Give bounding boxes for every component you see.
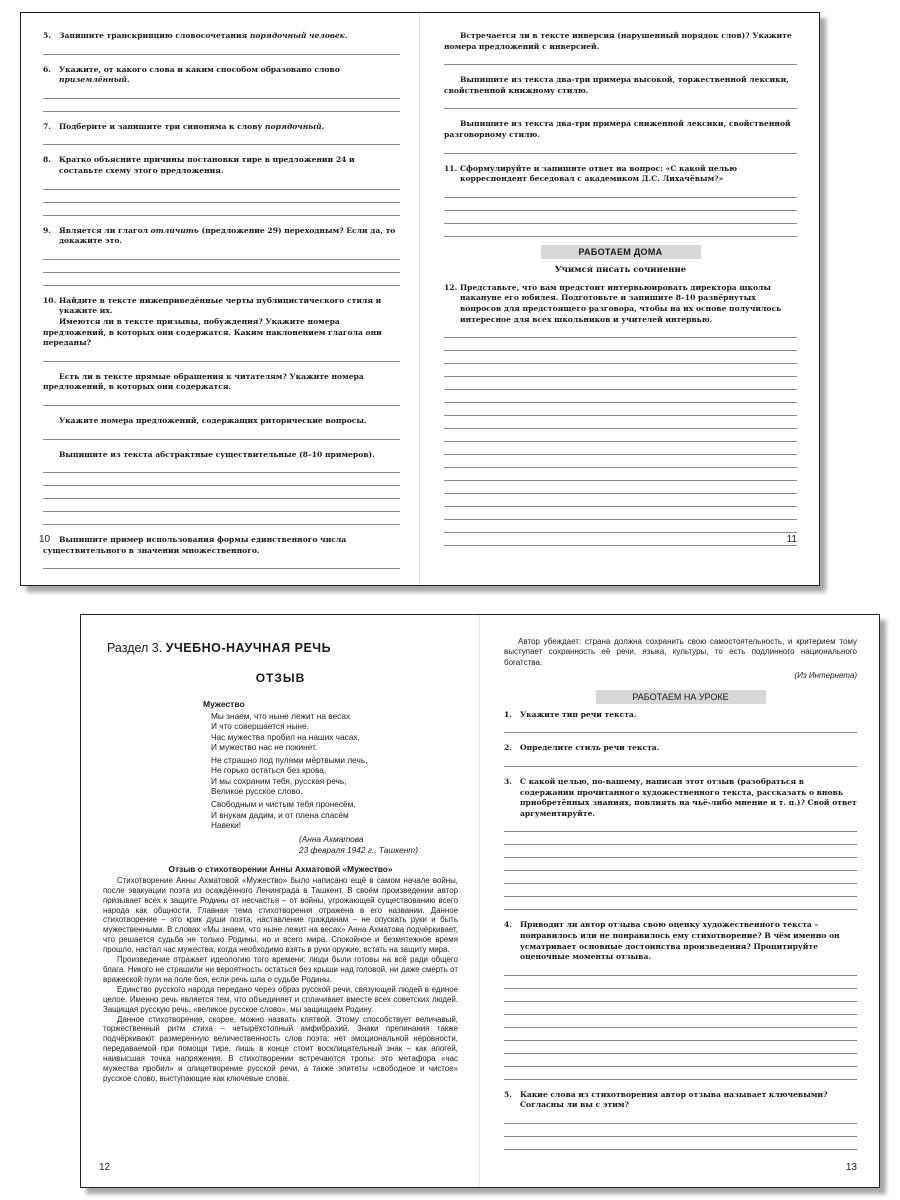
answer-line[interactable] [43, 99, 400, 112]
answer-line[interactable] [43, 556, 400, 569]
answer-line[interactable] [444, 520, 797, 533]
poem-stanza: Свободным и чистым тебя пронесём, И внукам дадим, и от плена спасём Навеки! [211, 799, 356, 830]
answer-line[interactable] [444, 390, 797, 403]
question-12: 12. Представьте, что вам предстоит интервьюировать директора школы накануне его юбилея. Подготовьте и запишите 8–10 развёрнутых вопросов для предстоящего разговора, чтобы на их основе получилось интересное для всех школьников и учителей интервью. [444, 282, 782, 324]
answer-line[interactable] [444, 468, 797, 481]
answer-line[interactable] [444, 338, 797, 351]
answer-line[interactable] [504, 871, 857, 884]
question-5: 5. Какие слова из стихотворения автор отзыва называет ключевыми? Согласны ли вы с этим? [504, 1089, 828, 1110]
answer-line[interactable] [444, 442, 797, 455]
page-number: 11 [786, 534, 797, 545]
question-10-sub-3: Укажите номера предложений, содержащих риторические вопросы. [59, 415, 367, 425]
answer-line[interactable] [43, 460, 400, 473]
answer-line[interactable] [444, 533, 797, 546]
review-paragraph: Автор убеждает: страна должна сохранить свою самостоятельность, и критерием тому выступает сохранность её речи, языка, культуры, то есть подлинного национального богатства. [504, 637, 857, 667]
review-paragraph: Произведение отражает идеологию того времени: люди были готовы на всё ради общего блага. Никого не страшили ни вероятность остаться без крыши над головой, ни даже смерть от вражеской пули на поле боя, если речь шла о судьбе Родины. [103, 955, 458, 984]
page-10 [21, 13, 420, 585]
answer-line[interactable] [504, 897, 857, 910]
answer-line[interactable] [504, 976, 857, 989]
answer-line[interactable] [504, 1111, 857, 1124]
page-number: 10 [39, 534, 51, 545]
poem [211, 711, 458, 830]
answer-line[interactable] [444, 198, 797, 211]
page-12 [81, 615, 480, 1187]
answer-line[interactable] [444, 481, 797, 494]
section-heading: Раздел 3. УЧЕБНО-НАУЧНАЯ РЕЧЬ [107, 641, 332, 655]
answer-line[interactable] [504, 1015, 857, 1028]
answer-line[interactable] [504, 1002, 857, 1015]
workbook-spread-pages-12-13 [80, 614, 880, 1188]
question-7: 7. Подберите и запишите три синонима к слову порядочный. [43, 121, 325, 131]
answer-line[interactable] [504, 845, 857, 858]
answer-line[interactable] [444, 364, 797, 377]
answer-line[interactable] [504, 963, 857, 976]
answer-line[interactable] [444, 403, 797, 416]
answer-line[interactable] [43, 512, 400, 525]
answer-line[interactable] [43, 132, 400, 145]
answer-line[interactable] [444, 455, 797, 468]
genre-heading: ОТЗЫВ [255, 671, 306, 685]
answer-line[interactable] [43, 349, 400, 362]
question-10-sub-8: Выпишите из текста два-три примера сниженной лексики, свойственной разговорному стилю. [444, 119, 791, 139]
answer-line[interactable] [504, 1067, 857, 1080]
answer-line[interactable] [43, 190, 400, 203]
answer-line[interactable] [504, 884, 857, 897]
page-number: 12 [99, 1162, 111, 1173]
answer-line[interactable] [43, 42, 400, 55]
answer-line[interactable] [504, 858, 857, 871]
answer-line[interactable] [43, 273, 400, 286]
page-number: 13 [845, 1162, 857, 1173]
answer-line[interactable] [444, 429, 797, 442]
source-attribution: (Из Интернета) [794, 670, 857, 680]
page-11 [420, 13, 819, 585]
poem-stanza: Не страшно под пулями мёртвыми лечь, Не горько остаться без крова, И мы сохраним тебя, русская речь, Великое русское слово. [211, 755, 368, 797]
question-1: 1. Укажите тип речи текста. [504, 709, 637, 719]
question-10: 10. Найдите в тексте нижеприведённые черты публицистического стиля и укажите их. [43, 295, 382, 316]
review-paragraph: Стихотворение Анны Ахматовой «Мужество» было написано ещё в самом начале войны, после эвакуации поэта из осаждённого Ленинграда в Ташкент. В своём произведении автор призывает всех к защите Родины от несчастья – от войны, угрожающей существованию всего народа как общности. Главная тема стихотворения отражена в его названии. Данное стихотворение – это крик души поэта, наставление гражданам – не опускать руки и быть мужественными. В словах «Мы знаем, что ныне лежит на весах» Анна Ахматова подчёркивает, что решается судьба не только Родины, но и всего мира. Спокойное и безмятежное время прошло, настал час мужества, когда необходимо взять в руки оружие, встать на защиту мира. [103, 875, 458, 955]
answer-line[interactable] [43, 247, 400, 260]
question-2: 2. Определите стиль речи текста. [504, 743, 660, 753]
question-11: 11. Сформулируйте и запишите ответ на вопрос: «С какой целью корреспондент беседовал с академиком Д.С. Лихачёвым?» [444, 163, 737, 184]
poem-title: Мужество [203, 699, 245, 709]
answer-line[interactable] [444, 325, 797, 338]
answer-line[interactable] [444, 141, 797, 154]
answer-line[interactable] [504, 754, 857, 767]
question-10-sub-2: Есть ли в тексте прямые обращения к читателям? Укажите номера предложений, в которых они содержатся. [43, 371, 364, 392]
answer-line[interactable] [43, 86, 400, 99]
question-9: 9. Является ли глагол отличить (предложение 29) переходным? Если да, то докажите это. [43, 225, 396, 246]
poem-attribution: (Анна Ахматова 23 февраля 1942 г., Ташкент) [299, 834, 418, 855]
answer-line[interactable] [504, 1124, 857, 1137]
answer-line[interactable] [444, 351, 797, 364]
answer-line[interactable] [43, 203, 400, 216]
answer-line[interactable] [444, 377, 797, 390]
question-10-sub-7: Выпишите из текста два-три примера высокой, торжественной лексики, свойственной книжному стилю. [444, 75, 789, 95]
answer-line[interactable] [444, 494, 797, 507]
answer-line[interactable] [504, 989, 857, 1002]
question-5: 5. Запишите транскрипцию словосочетания порядочный человек. [43, 31, 348, 40]
question-3: 3. С какой целью, по-вашему, написан этот отзыв (разобраться в содержании прочитанного художественного текста, рассказать о вновь приобретённых знаниях, повлиять на чьё-либо мнение и т. п.)? Свой ответ аргументируйте. [504, 777, 857, 818]
answer-line[interactable] [43, 473, 400, 486]
review-paragraph: Единство русского народа передано через образ русской речи, связующей людей в единое целое. Именно речь является тем, что объединяет и сплачивает вместе всех советских людей. Защищая русскую речь, «великое русское слово», мы защищаем Родину. [103, 984, 458, 1014]
answer-line[interactable] [43, 486, 400, 499]
answer-line[interactable] [444, 185, 797, 198]
answer-line[interactable] [504, 720, 857, 733]
answer-line[interactable] [43, 393, 400, 406]
poem-stanza: Мы знаем, что ныне лежит на весах И что совершается ныне. Час мужества пробил на наших часах, И мужество нас не покинет. [211, 711, 360, 752]
answer-line[interactable] [43, 499, 400, 512]
answer-line[interactable] [444, 211, 797, 224]
answer-line[interactable] [43, 260, 400, 273]
question-4: 4. Приводит ли автор отзыва свою оценку художественного текста – понравилось или не понравилось ему стихотворение? В чём именно он усматривает основные достоинства произведения? Процитируйте оценочные моменты отзыва. [504, 920, 840, 962]
review-paragraph: Данное стихотворение, скорее, можно назвать клятвой. Этому способствует величавый, торжественный ритм стиха – четырёхстопный амфибрахий. Знаки препинания также подчёркивают размеренную величественность слов поэта: нет эмоциональной неровности, передаваемой при помощи тире, лишь в конце стоит восклицательный знак – как апогей, наивысшая точка напряжения. В стихотворении встречаются тропы: это метафора «час мужества пробил» и олицетворение русской речи, а также эпитеты «свободное и чистое» русское слово, выступающие как ключевые слова. [103, 1014, 458, 1083]
workbook-spread-pages-10-11 [20, 12, 820, 586]
answer-line[interactable] [444, 507, 797, 520]
section-banner-homework: РАБОТАЕМ ДОМА [541, 245, 701, 259]
answer-line[interactable] [504, 832, 857, 845]
answer-line[interactable] [43, 427, 400, 440]
answer-line[interactable] [444, 416, 797, 429]
section-banner-in-class: РАБОТАЕМ НА УРОКЕ [596, 690, 766, 704]
page-13 [480, 615, 879, 1187]
question-10-sub-4: Выпишите из текста абстрактные существительные (8–10 примеров). [59, 449, 375, 459]
answer-line[interactable] [444, 52, 797, 65]
answer-line[interactable] [504, 1041, 857, 1054]
answer-line[interactable] [43, 177, 400, 190]
answer-line[interactable] [504, 819, 857, 832]
question-6: 6. Укажите, от какого слова и каким способом образовано слово приземлённый. [43, 64, 340, 85]
answer-line[interactable] [504, 1054, 857, 1067]
answer-line[interactable] [504, 1028, 857, 1041]
answer-line[interactable] [504, 1137, 857, 1150]
answer-line[interactable] [444, 224, 797, 237]
question-8: 8. Кратко объясните причины постановки тире в предложении 24 и составьте схему этого предложения. [43, 155, 355, 175]
question-10-sub-6: Встречается ли в тексте инверсия (нарушенный порядок слов)? Укажите номера предложений с инверсией. [444, 31, 792, 51]
question-10-sub-1: Имеются ли в тексте призывы, побуждения? Укажите номера предложений, в которых они содержатся. Каким наклонением глагола они переданы? [43, 316, 382, 348]
subheading: Учимся писать сочинение [554, 264, 687, 275]
answer-line[interactable] [444, 96, 797, 109]
question-10-sub-5: Выпишите пример использования формы единственного числа существительного в значении множественного. [43, 535, 347, 555]
review-title: Отзыв о стихотворении Анны Ахматовой «Мужество» [168, 863, 393, 874]
